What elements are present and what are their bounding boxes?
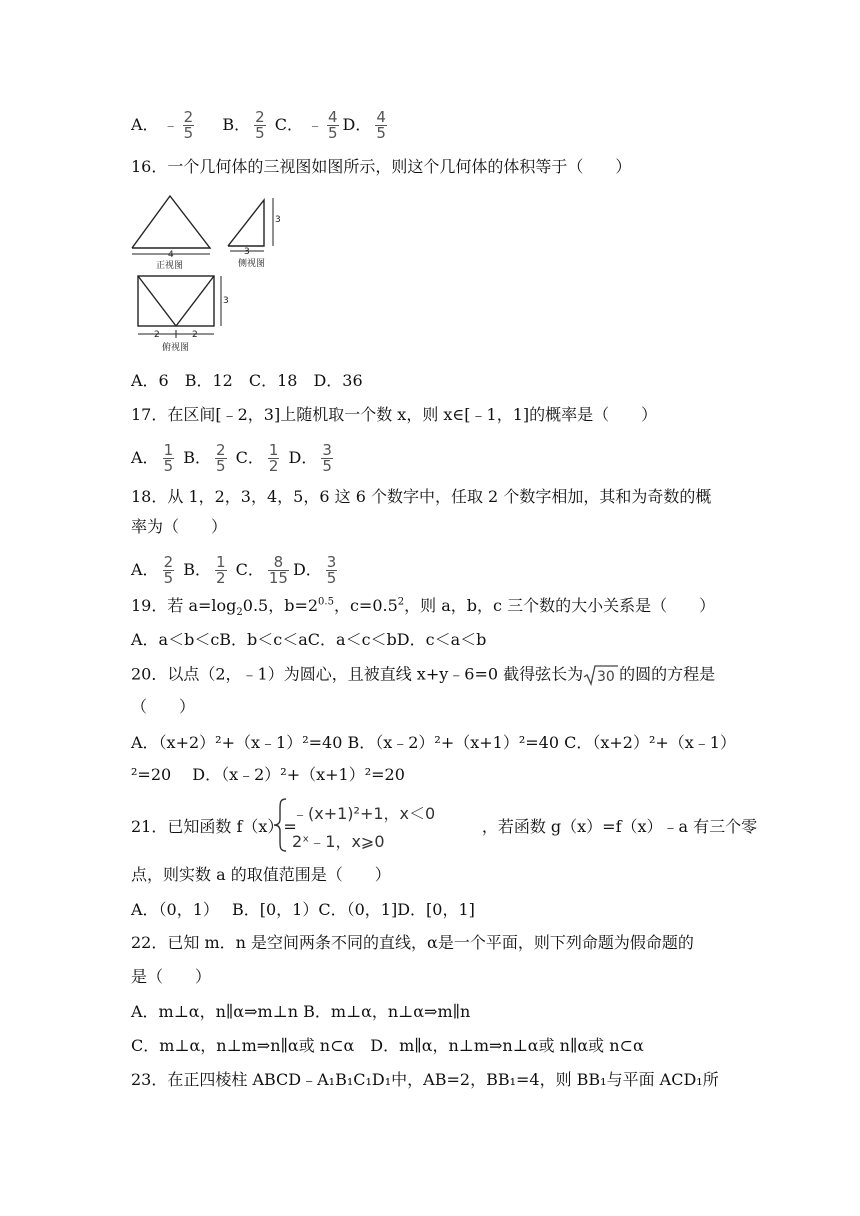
q23-stem: 23．在正四棱柱 ABCD﹣A₁B₁C₁D₁中，AB=2，BB₁=4，则 BB₁与平面 ACD₁所 [131, 1070, 719, 1089]
q19-options: A．a＜b＜cB．b＜c＜aC．a＜c＜bD．c＜a＜b [131, 630, 487, 649]
q15-option-b: B． $\frac{2}{5}$ [222, 108, 265, 142]
piece-row-2: 2ˣ﹣1，x⩾0 [292, 832, 385, 851]
q21-stem: 21．已知函数 f（x）= ，若函数 g（x）=f（x）﹣a 有三个零 [131, 817, 758, 836]
sqrt-symbol [583, 664, 619, 686]
top-height-label: 3 [223, 296, 229, 306]
q15-options [131, 110, 391, 141]
piece-row-1: ﹣(x+1)²+1，x＜0 [292, 804, 436, 823]
q15-option-c: C． ﹣ $\frac{4}{5}$ [274, 108, 338, 142]
q18-stem-line1: 18．从 1，2，3，4，5，6 这 6 个数字中，任取 2 个数字相加，其和为奇数的概 [131, 487, 712, 506]
front-view-label: 正视图 [156, 261, 184, 271]
q20-stem: 20．以点（2，﹣1）为圆心，且被直线 x+y﹣6=0 截得弦长为 30 的圆的方程是 [131, 664, 716, 685]
q22-stem-line1: 22．已知 m．n 是空间两条不同的直线，α是一个平面，则下列命题为假命题的 [131, 933, 694, 952]
q15-option-a: A． ﹣ $\frac{2}{5}$ [131, 108, 194, 142]
q20-options-line2: ²=20 D．（x﹣2）²+（x+1）²=20 [131, 765, 405, 784]
q18-stem-line2: 率为（ ） [131, 517, 228, 536]
top-view [138, 276, 221, 338]
side-view-label: 侧视图 [238, 259, 266, 269]
q22-options-line1: A．m⊥α，n∥α⇒m⊥n B．m⊥α，n⊥α⇒m∥n [131, 1002, 471, 1021]
q16-stem: 16．一个几何体的三视图如图所示，则这个几何体的体积等于（ ） [131, 157, 632, 176]
three-view-figure [130, 188, 296, 358]
q21-options: A．（0，1） B．[0，1）C．（0，1]D．[0，1] [131, 900, 475, 919]
q19-stem: 19．若 $a=\log_20.5$，$b=2^{0.5}$，$c=0.5^2$，则 a，b，c 三个数的大小关系是（ ） [131, 596, 716, 619]
q18-options: A． $\frac{2}{5}$ B． $\frac{1}{2}$ C． $\frac{8}{15}$ D． $\frac{3}{5}$ [131, 553, 337, 587]
q22-stem-line2: 是（ ） [131, 967, 212, 986]
q22-options-line2: C．m⊥α，n⊥m⇒n∥α或 n⊂α D．m∥α，n⊥m⇒n⊥α或 n∥α或 n⊂α [131, 1036, 644, 1055]
front-width-label: 4 [168, 250, 174, 260]
q20-options-line1: A．（x+2）²+（x﹣1）²=40 B．（x﹣2）²+（x+1）²=40 C．（x+2）²+（x﹣1） [131, 733, 736, 752]
piecewise-function [272, 797, 452, 853]
q16-options: A．6 B．12 C．18 D．36 [131, 371, 363, 390]
top-right-label: 2 [192, 330, 198, 340]
q17-stem: 17．在区间[﹣2，3]上随机取一个数 x，则 x∈[﹣1，1]的概率是（ ） [131, 405, 658, 424]
q21-stem-line2: 点，则实数 a 的取值范围是（ ） [131, 865, 391, 884]
q17-options: A． $\frac{1}{5}$ B． $\frac{2}{5}$ C． $\frac{1}{2}$ D． $\frac{3}{5}$ [131, 441, 332, 475]
q15-option-d: D． $\frac{4}{5}$ [342, 108, 386, 142]
front-view [132, 196, 210, 254]
q20-stem-line2: （ ） [131, 697, 196, 716]
side-view [228, 198, 273, 251]
top-view-label: 俯视图 [162, 343, 190, 353]
side-height-label: 3 [275, 215, 281, 225]
svg-text:30: 30 [597, 669, 615, 685]
side-width-label: 3 [244, 247, 250, 257]
top-left-label: 2 [154, 330, 160, 340]
